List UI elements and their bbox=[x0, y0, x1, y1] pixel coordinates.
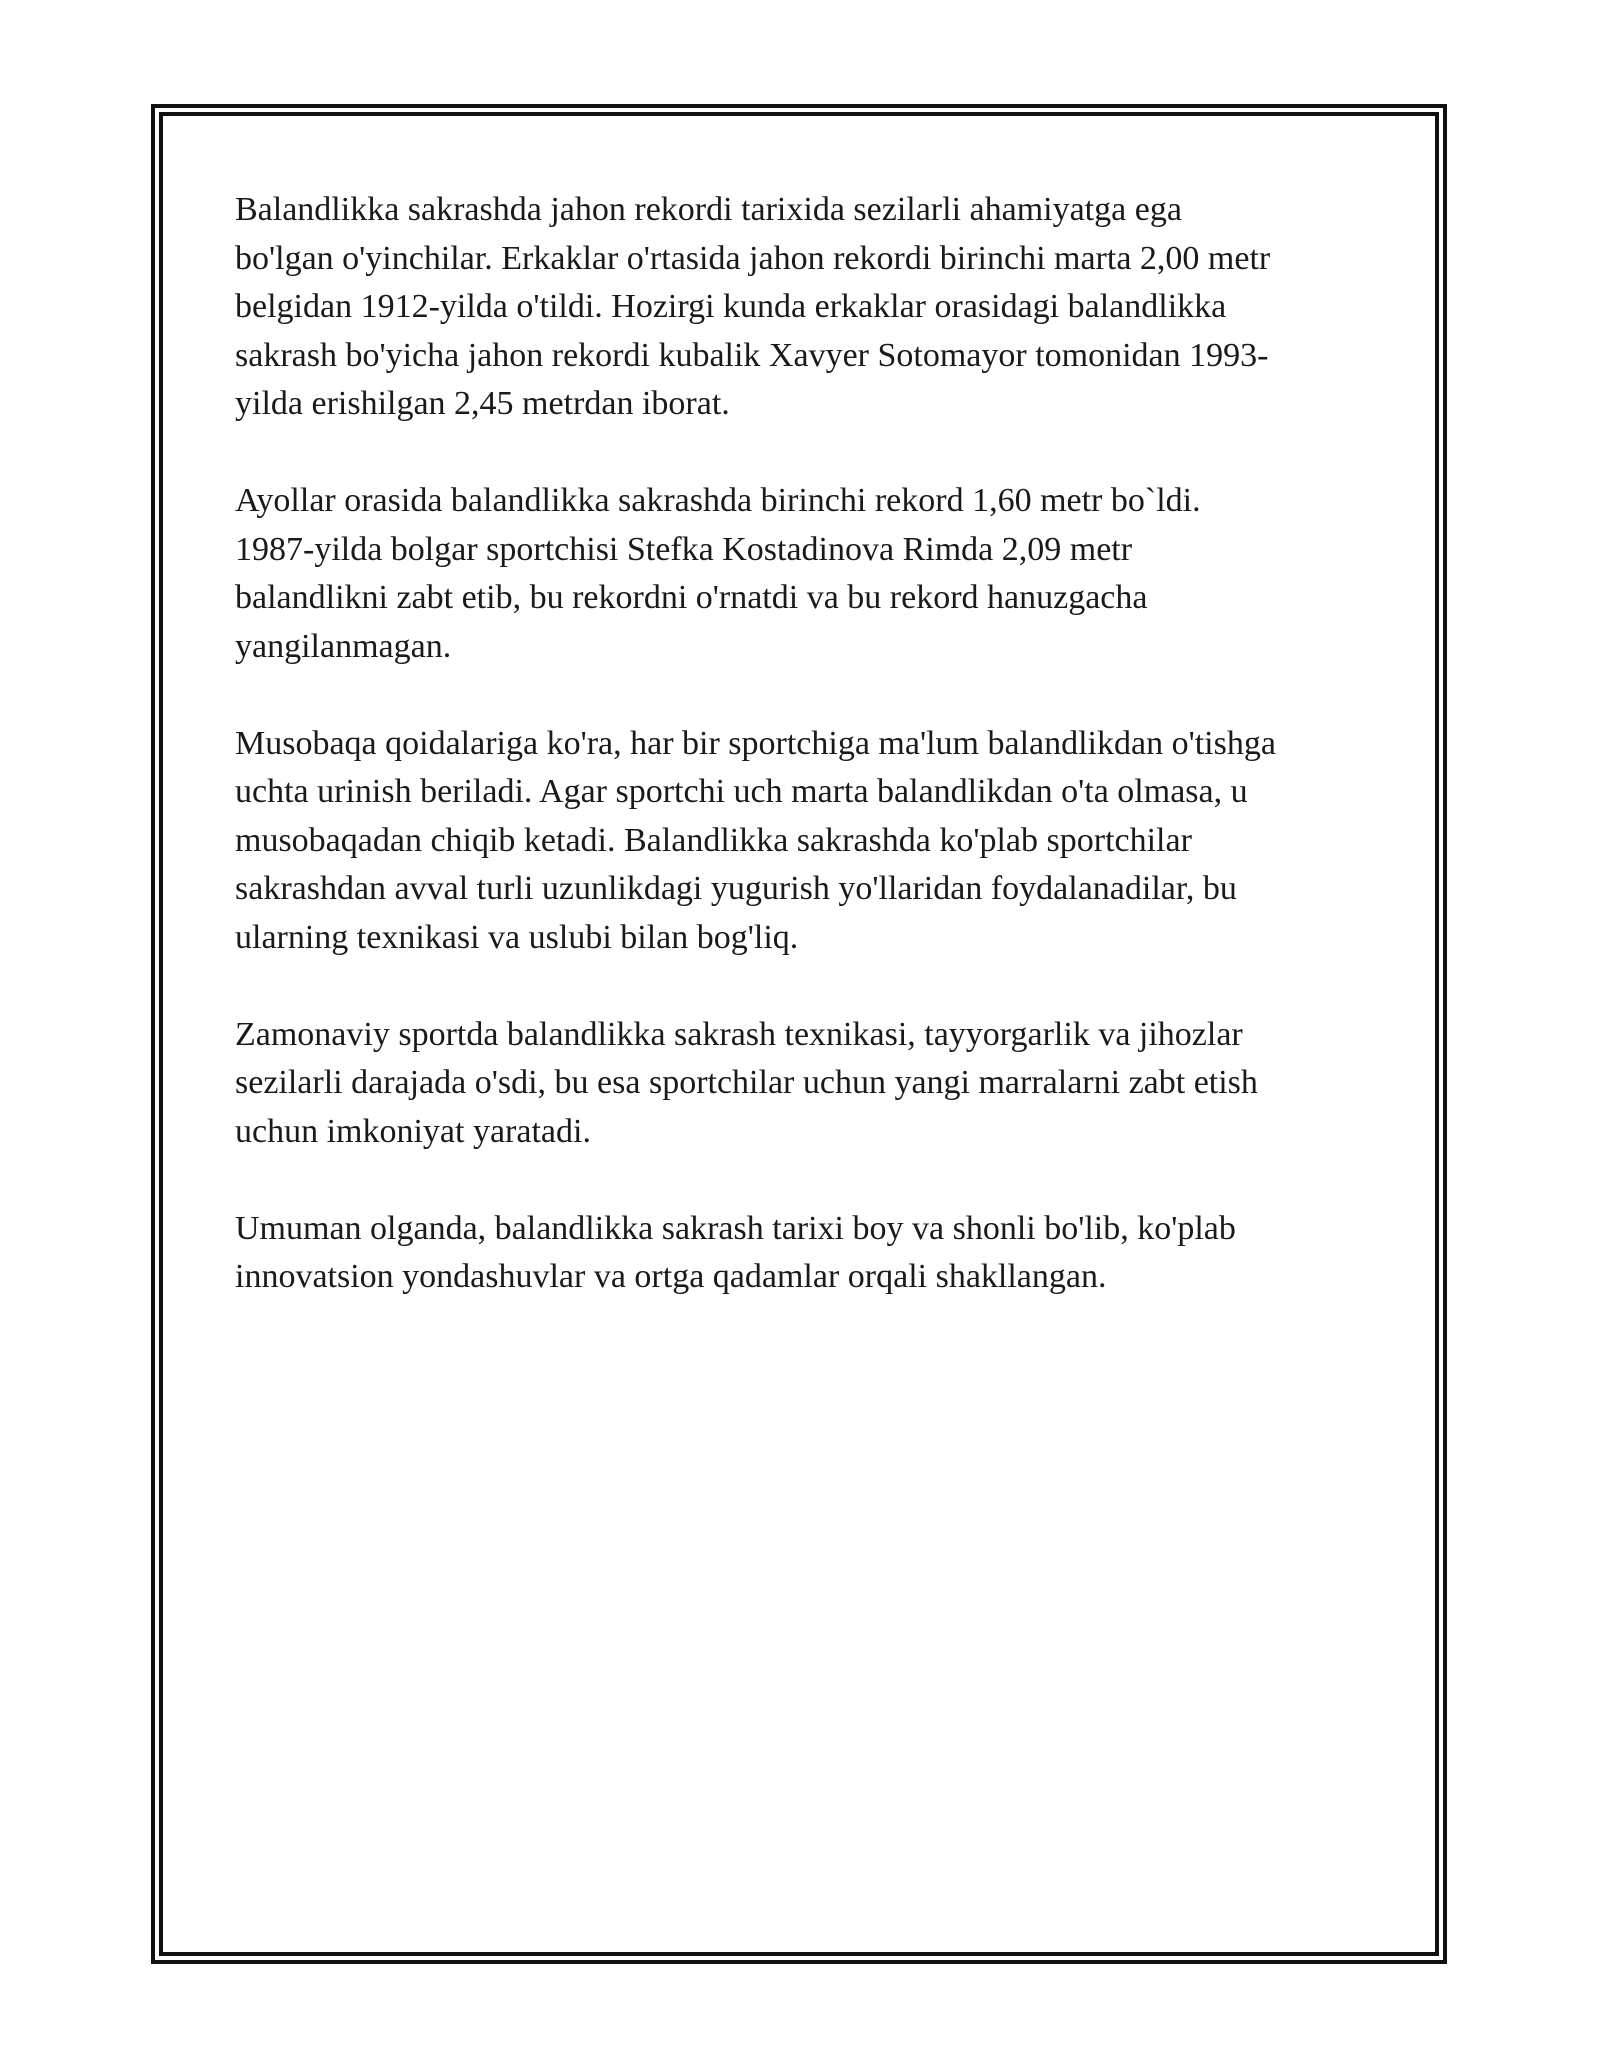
text-line: sakrash bo'yicha jahon rekordi kubalik Xavyer Sotomayor tomonidan 1993- bbox=[235, 336, 1269, 374]
text-line: Zamonaviy sportda balandlikka sakrash texnikasi, tayyorgarlik va jihozlar bbox=[235, 1015, 1243, 1053]
paragraph-2 bbox=[235, 477, 1365, 671]
text-line: uchta urinish beriladi. Agar sportchi uch marta balandlikdan o'ta olmasa, u bbox=[235, 773, 1248, 810]
text-line: sezilarli darajada o'sdi, bu esa sportchilar uchun yangi marralarni zabt etish bbox=[235, 1064, 1258, 1101]
text-line: belgidan 1912-yilda o'tildi. Hozirgi kunda erkaklar orasidagi balandlikka bbox=[235, 288, 1227, 325]
text-line: bo'lgan o'yinchilar. Erkaklar o'rtasida jahon rekordi birinchi marta 2,00 metr bbox=[235, 239, 1271, 277]
text-line: yangilanmagan. bbox=[235, 627, 452, 665]
text-line: ularning texnikasi va uslubi bilan bog'liq. bbox=[235, 918, 799, 956]
text-line: Musobaqa qoidalariga ko'ra, har bir sportchiga ma'lum balandlikdan o'tishga bbox=[235, 724, 1276, 762]
text-line: innovatsion yondashuvlar va ortga qadamlar orqali shakllangan. bbox=[235, 1258, 1107, 1295]
text-line: yilda erishilgan 2,45 metrdan iborat. bbox=[235, 385, 730, 422]
text-line: Umuman olganda, balandlikka sakrash tarixi boy va shonli bo'lib, ko'plab bbox=[235, 1209, 1236, 1247]
text-line: 1987-yilda bolgar sportchisi Stefka Kostadinova Rimda 2,09 metr bbox=[235, 530, 1133, 568]
paragraph-1 bbox=[235, 186, 1365, 429]
document-body bbox=[235, 186, 1365, 1350]
paragraph-5 bbox=[235, 1205, 1365, 1302]
text-line: Ayollar orasida balandlikka sakrashda birinchi rekord 1,60 metr bo`ldi. bbox=[235, 482, 1201, 519]
text-line: balandlikni zabt etib, bu rekordni o'rnatdi va bu rekord hanuzgacha bbox=[235, 579, 1148, 616]
paragraph-4 bbox=[235, 1011, 1365, 1157]
text-line: musobaqadan chiqib ketadi. Balandlikka sakrashda ko'plab sportchilar bbox=[235, 821, 1192, 859]
text-line: uchun imkoniyat yaratadi. bbox=[235, 1112, 591, 1150]
text-line: Balandlikka sakrashda jahon rekordi tarixida sezilarli ahamiyatga ega bbox=[235, 191, 1182, 228]
paragraph-3 bbox=[235, 720, 1365, 963]
text-line: sakrashdan avval turli uzunlikdagi yugurish yo'llaridan foydalanadilar, bu bbox=[235, 870, 1237, 907]
